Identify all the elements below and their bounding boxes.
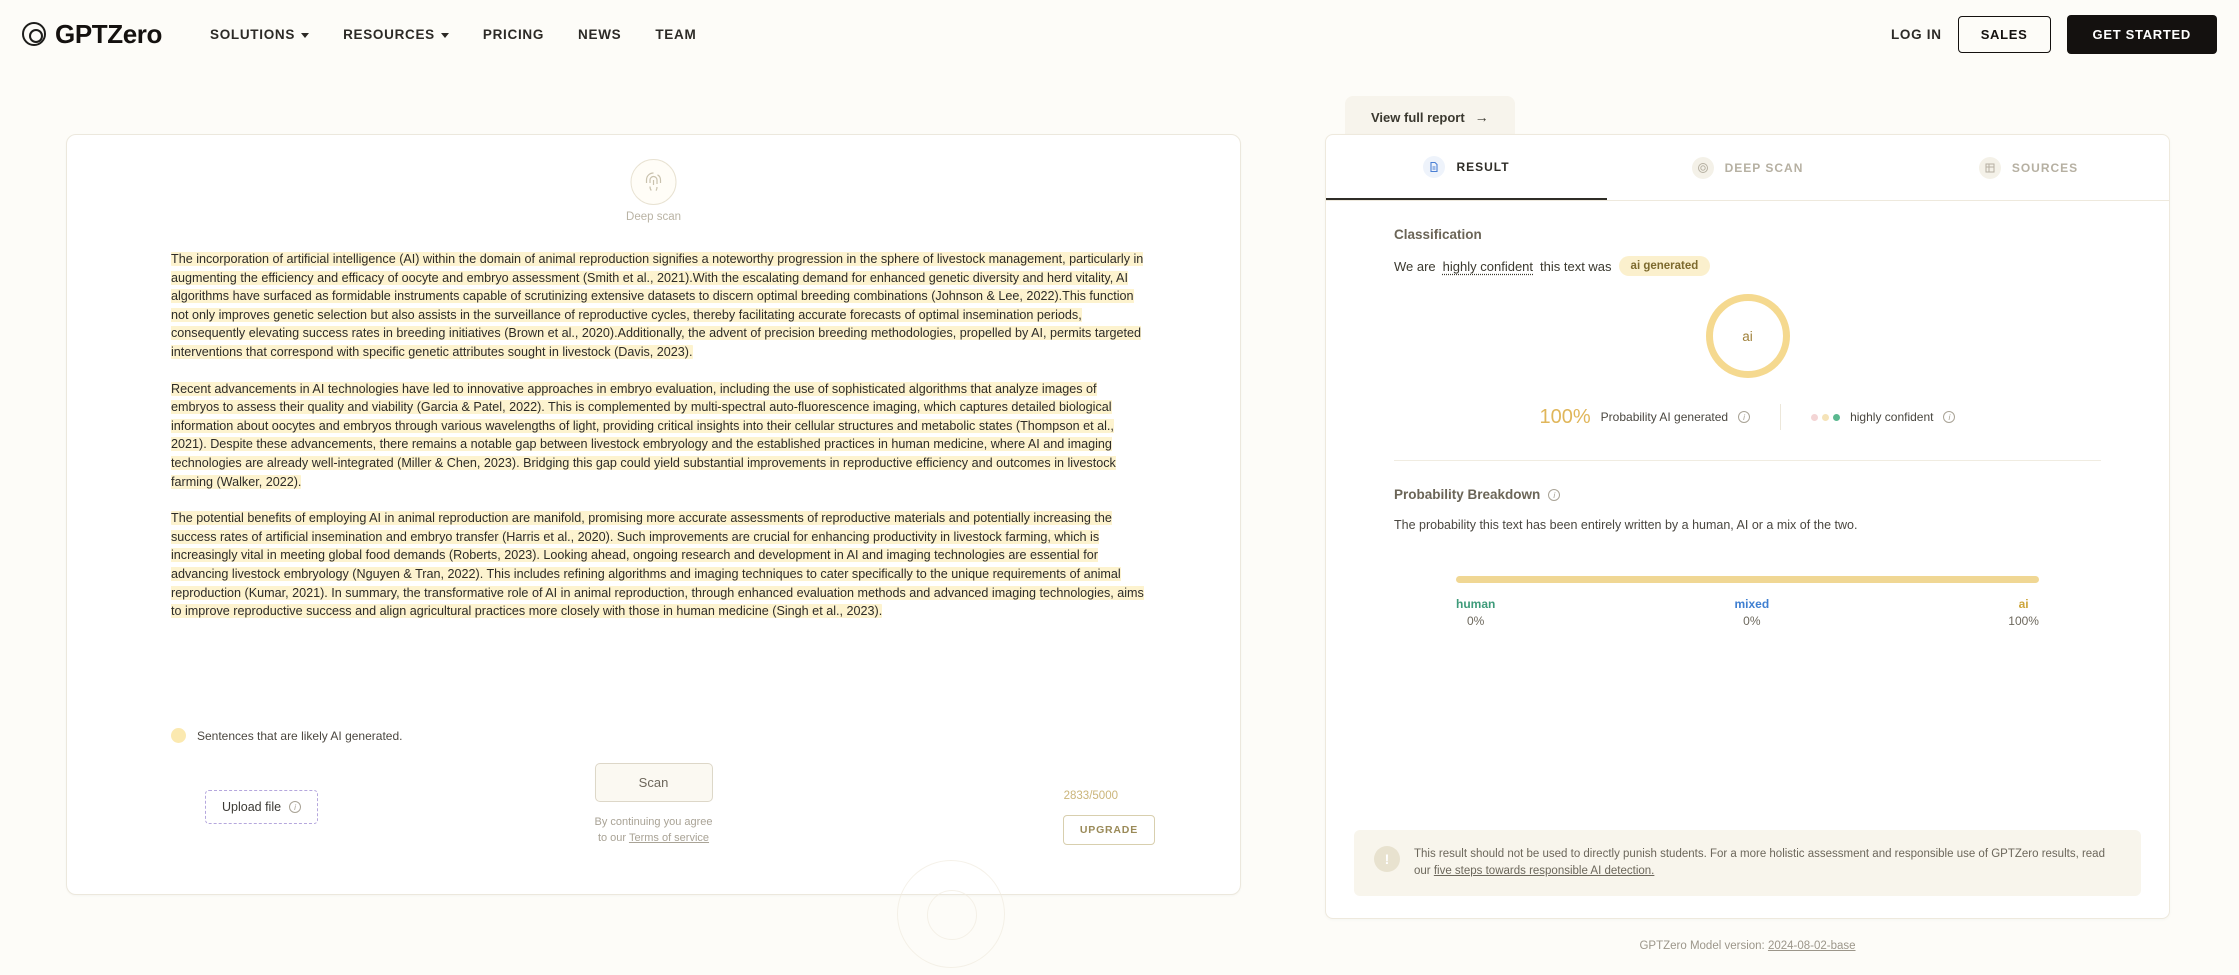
nav-item-solutions-label: SOLUTIONS <box>210 26 296 42</box>
arrow-right-icon: → <box>1474 109 1489 125</box>
legend <box>171 728 402 743</box>
confidence-phrase: highly confident <box>1442 258 1534 274</box>
document-text[interactable] <box>171 250 1146 639</box>
sources-icon <box>1979 157 2001 179</box>
tab-result-label: RESULT <box>1456 159 1510 174</box>
brand-logo[interactable] <box>22 19 162 50</box>
confidence-stat <box>1781 410 1955 424</box>
scan-terms-line1: By continuing you agree <box>594 816 713 828</box>
view-full-report-button[interactable] <box>1345 96 1515 138</box>
tab-sources[interactable] <box>1888 135 2169 200</box>
nav-item-resources-label: RESOURCES <box>343 26 435 42</box>
paragraph-2 <box>171 380 1146 492</box>
tab-sources-label: SOURCES <box>2011 160 2079 175</box>
highlighted-text: The potential benefits of employing AI in animal reproduction are manifold, promising more accurate assessments of reproductive materials and potentially increasing the success rates of artificial insemination and embryo transfer (Harris et al., 2020). Such improvements are crucial for enhancing productivity in livestock farming, which is increasingly vital in meeting global food demands (Roberts, 2023). Looking ahead, ongoing research and development in AI and imaging technologies are essential for advancing livestock embryology (Nguyen & Tran, 2022). This includes refining algorithms and imaging techniques to cater specifically to the unique requirements of animal reproduction (Kumar, 2021). In summary, the transformative role of AI in animal reproduction, through enhanced evaluation methods and advanced imaging technologies, aims to improve reproductive success and align agricultural practices more closely with those in human medicine (Singh et al., 2023). <box>171 511 1144 619</box>
breakdown-mixed-value: 0% <box>1743 614 1761 628</box>
tab-result[interactable] <box>1326 135 1607 200</box>
breakdown-mixed-label: mixed <box>1734 597 1770 611</box>
model-version-value[interactable]: 2024-08-02-base <box>1767 940 1856 952</box>
classification-middle: this text was <box>1540 258 1612 274</box>
probability-gauge <box>1394 294 2101 378</box>
fingerprint-icon <box>630 159 676 205</box>
highlighted-text: Recent advancements in AI technologies have led to innovative approaches in embryo evaluation, including the use of sophisticated algorithms that analyze images of embryos to assess their quality and viability (Garcia & Patel, 2022). This is complemented by multi-spectral auto-fluorescence imaging, which captures detailed biological information about oocytes and embryos through various wavelengths of light, providing critical insights into their cellular structures and metabolic states (Thompson et al., 2021). Despite these advancements, there remains a notable gap between livestock embryology and the established practices in human medicine, where AI and imaging technologies are already well-integrated (Miller & Chen, 2023). Bridging this gap could yield substantial improvements in reproductive efficiency and outcomes in livestock farming (Walker, 2022). <box>171 381 1116 489</box>
upload-file-button[interactable] <box>205 790 318 824</box>
info-icon[interactable]: i <box>1548 489 1560 501</box>
upload-file-label: Upload file <box>222 800 282 814</box>
info-icon[interactable]: i <box>1943 411 1955 423</box>
tab-deep-scan-label: DEEP SCAN <box>1724 160 1804 175</box>
scan-terms-line2 <box>594 830 712 846</box>
confidence-dot-mid <box>1822 414 1829 421</box>
nav-item-pricing[interactable]: PRICING <box>482 26 545 42</box>
breakdown-mixed <box>1734 597 1769 628</box>
tab-deep-scan[interactable] <box>1607 135 1888 200</box>
paragraph-3 <box>171 509 1146 621</box>
paragraph-1 <box>171 250 1146 362</box>
gauge-ring <box>1706 294 1790 378</box>
gptzero-logo-icon <box>22 22 46 46</box>
breakdown-header <box>1394 487 2101 502</box>
upgrade-button[interactable]: UPGRADE <box>1063 815 1155 845</box>
nav-links <box>210 27 696 42</box>
breakdown-bar <box>1456 576 2039 628</box>
confidence-dots-icon <box>1811 414 1840 421</box>
classification-lead: We are <box>1394 258 1436 274</box>
document-icon <box>1423 156 1445 178</box>
classification-section <box>1326 201 2169 461</box>
breakdown-ai-value: 100% <box>2008 614 2039 628</box>
notice-body: This result should not be used to directly punish students. For a more holistic assessment and responsible use of GPTZero results, read our <box>1414 848 2105 877</box>
probability-stat <box>1540 406 1781 429</box>
report-panel <box>1325 134 2170 919</box>
report-tabs <box>1326 135 2169 201</box>
nav-right-actions <box>1891 15 2217 54</box>
deep-scan-label: Deep scan <box>626 211 681 223</box>
nav-item-team[interactable]: TEAM <box>655 26 697 42</box>
model-version-prefix: GPTZero Model version: <box>1639 940 1768 952</box>
model-version <box>1325 940 2170 952</box>
deep-scan-badge[interactable] <box>626 159 681 223</box>
brand-name: GPTZero <box>55 18 162 49</box>
terms-of-service-link[interactable]: Terms of service <box>628 832 710 844</box>
login-link[interactable]: LOG IN <box>1890 26 1942 42</box>
responsible-ai-link[interactable]: five steps towards responsible AI detection. <box>1433 865 1655 877</box>
classification-title: Classification <box>1394 227 1482 242</box>
breakdown-ai <box>2008 597 2039 628</box>
probability-caption: Probability AI generated <box>1600 410 1729 424</box>
scan-button[interactable]: Scan <box>595 763 713 802</box>
highlighted-text: The incorporation of artificial intelligence (AI) within the domain of animal reproduction signifies a noteworthy progression in the sphere of livestock management, particularly in augmenting the efficiency and efficacy of oocyte and embryo assessment (Smith et al., 2021).With the escalating demand for enhanced genetic diversity and herd vitality, AI algorithms have surfaced as formidable instruments capable of scrutinizing extensive datasets to discern optimal breeding combinations (Johnson & Lee, 2022).This function not only improves genetic selection but also assists in the surveillance of reproductive cycles, thereby facilitating accurate forecasts of optimal insemination periods, consequently elevating success rates in breeding initiatives (Brown et al., 2020).Additionally, the advent of precision breeding methodologies, propelled by AI, permits targeted interventions that correspond with specific genetic attributes sought in livestock (Davis, 2023). <box>171 252 1144 359</box>
character-counter: 2833/5000 <box>1063 790 1118 802</box>
info-icon[interactable]: i <box>289 801 301 813</box>
notice-text <box>1414 846 2121 880</box>
scan-terms-prefix: to our <box>597 832 629 844</box>
breakdown-section <box>1326 461 2169 628</box>
background-fingerprint-decoration <box>897 860 1005 968</box>
top-navbar <box>0 0 2239 68</box>
info-circle-icon: ! <box>1374 846 1400 872</box>
breakdown-human <box>1456 597 1495 628</box>
verdict-badge: ai generated <box>1619 256 1711 276</box>
gauge-label: ai <box>1742 328 1753 344</box>
nav-item-news[interactable]: NEWS <box>578 26 622 42</box>
breakdown-human-label: human <box>1456 597 1496 611</box>
breakdown-ai-label: ai <box>2018 597 2029 611</box>
responsible-use-notice <box>1354 830 2141 896</box>
confidence-dot-low <box>1811 414 1818 421</box>
breakdown-human-value: 0% <box>1467 614 1485 628</box>
legend-label: Sentences that are likely AI generated. <box>197 728 403 743</box>
confidence-caption: highly confident <box>1850 410 1934 424</box>
get-started-button[interactable]: GET STARTED <box>2067 15 2217 54</box>
sales-button[interactable]: SALES <box>1958 16 2051 53</box>
legend-color-swatch <box>171 728 186 743</box>
probability-percent: 100% <box>1539 405 1591 428</box>
info-icon[interactable]: i <box>1738 411 1750 423</box>
breakdown-bar-labels <box>1456 597 2039 628</box>
chevron-down-icon <box>301 33 309 38</box>
view-full-report-label: View full report <box>1371 109 1465 125</box>
classification-stats <box>1394 404 2101 430</box>
nav-item-resources[interactable] <box>343 27 449 42</box>
classification-statement <box>1394 256 2101 276</box>
breakdown-description: The probability this text has been entirely written by a human, AI or a mix of the two. <box>1394 518 1858 532</box>
scan-terms-note <box>594 814 712 846</box>
breakdown-bar-fill <box>1456 576 2039 583</box>
confidence-dot-high <box>1833 414 1840 421</box>
nav-item-solutions[interactable] <box>210 27 309 42</box>
editor-card <box>66 134 1241 895</box>
scan-area <box>594 763 712 846</box>
fingerprint-icon <box>1692 157 1714 179</box>
chevron-down-icon <box>441 33 449 38</box>
breakdown-title: Probability Breakdown <box>1394 487 1541 502</box>
